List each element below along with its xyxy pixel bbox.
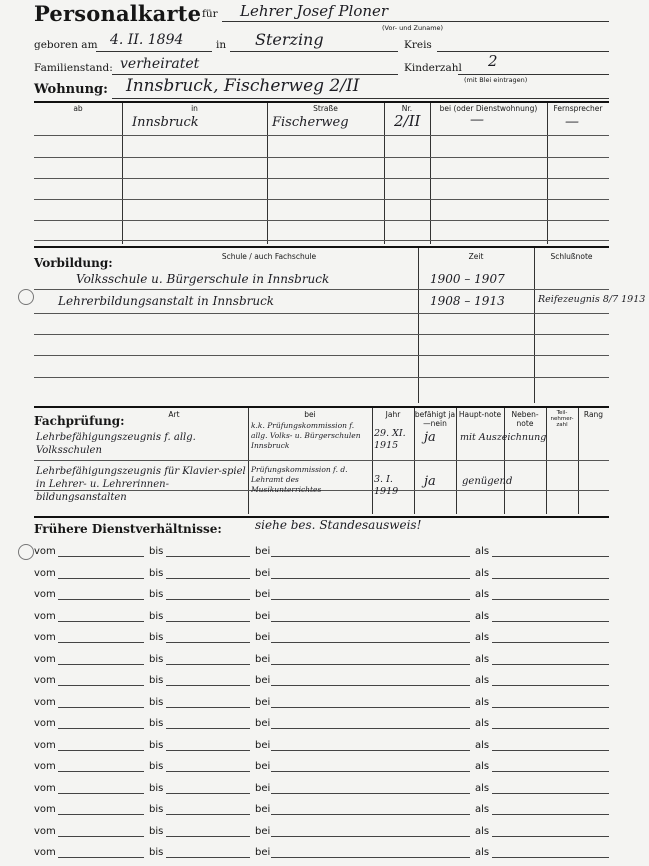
- dienst-als-label: als: [475, 697, 490, 708]
- dienst-als-label: als: [475, 611, 490, 622]
- dienst-als-line: [492, 664, 609, 665]
- dienst-vom-line: [58, 664, 144, 665]
- address-label: Wohnung:: [34, 82, 108, 97]
- card-title: Personalkarte: [34, 1, 202, 26]
- col-bei: bei (oder Dienstwohnung): [439, 104, 538, 113]
- dienst-als-line: [492, 599, 609, 600]
- dienst-bis-label: bis: [149, 783, 164, 794]
- dienst-bei-line: [271, 664, 470, 665]
- dienst-bei-label: bei: [255, 804, 271, 815]
- dienst-vom-label: vom: [34, 568, 56, 579]
- fp-ja-1: ja: [424, 430, 436, 445]
- wohnung-strasse: Fischerweg: [272, 115, 349, 130]
- col-in: in: [191, 104, 198, 113]
- dienst-vom-line: [58, 771, 144, 772]
- dienst-bis-label: bis: [149, 675, 164, 686]
- wohnung-in: Innsbruck: [132, 115, 199, 130]
- dienst-bis-line: [166, 728, 250, 729]
- dienst-bis-label: bis: [149, 826, 164, 837]
- dienst-bei-label: bei: [255, 675, 271, 686]
- dienst-bis-line: [166, 578, 250, 579]
- col-nr: Nr.: [401, 104, 413, 113]
- dienst-vom-label: vom: [34, 804, 56, 815]
- vorbildung-schule-1: Volksschule u. Bürgerschule in Innsbruck: [76, 272, 330, 286]
- dienst-als-label: als: [475, 546, 490, 557]
- dienst-als-line: [492, 750, 609, 751]
- dienst-bei-label: bei: [255, 589, 271, 600]
- fp-jahr-2: 3. I. 1919: [374, 474, 399, 497]
- dienst-bei-line: [271, 750, 470, 751]
- dienst-als-label: als: [475, 654, 490, 665]
- dienst-vom-label: vom: [34, 546, 56, 557]
- dienst-bis-label: bis: [149, 568, 164, 579]
- vorbildung-zeit-1: 1900 – 1907: [430, 272, 505, 286]
- dienst-bis-label: bis: [149, 804, 164, 815]
- dienst-als-line: [492, 793, 609, 794]
- dienst-bis-label: bis: [149, 740, 164, 751]
- dienst-vom-line: [58, 836, 144, 837]
- dienst-als-line: [492, 707, 609, 708]
- fuer-label: für: [202, 8, 218, 20]
- fp-haupt-1: mit Auszeichnung: [460, 432, 547, 443]
- dienst-vom-label: vom: [34, 826, 56, 837]
- fp-haupt-2: genügend: [462, 476, 513, 487]
- dienst-bei-line: [271, 771, 470, 772]
- col-fp-bei: bei: [304, 410, 316, 419]
- dienst-bis-label: bis: [149, 847, 164, 858]
- dienst-vom-line: [58, 857, 144, 858]
- dienst-bei-line: [271, 707, 470, 708]
- dienst-als-label: als: [475, 568, 490, 579]
- family-value: verheiratet: [120, 56, 200, 72]
- dienst-bei-label: bei: [255, 847, 271, 858]
- dienst-als-label: als: [475, 804, 490, 815]
- dienst-bis-line: [166, 621, 250, 622]
- vorbildung-note-2: Reifezeugnis 8/7 1913: [538, 294, 646, 305]
- wohnung-fernsprecher: —: [565, 114, 579, 130]
- col-jahr: Jahr: [385, 410, 401, 419]
- punch-hole-2: [18, 544, 34, 560]
- in-label: in: [216, 39, 227, 51]
- col-schule: Schule / auch Fachschule: [221, 252, 317, 261]
- dienst-bis-line: [166, 599, 250, 600]
- dienst-vom-line: [58, 621, 144, 622]
- children-label: Kinderzahl: [404, 62, 462, 74]
- dienst-bis-line: [166, 793, 250, 794]
- dienst-als-label: als: [475, 632, 490, 643]
- dienst-vom-label: vom: [34, 675, 56, 686]
- vorbildung-label: Vorbildung:: [34, 256, 113, 270]
- fp-bei-1: k.k. Prüfungskommission f. allg. Volks- u. Bürgerschulen Innsbruck: [251, 421, 361, 450]
- dienst-vom-label: vom: [34, 740, 56, 751]
- dienst-als-label: als: [475, 847, 490, 858]
- dienst-bei-label: bei: [255, 632, 271, 643]
- dienst-vom-label: vom: [34, 632, 56, 643]
- dienst-vom-line: [58, 599, 144, 600]
- dienst-bis-line: [166, 857, 250, 858]
- dienst-als-line: [492, 685, 609, 686]
- dienst-vom-line: [58, 728, 144, 729]
- dienst-bei-label: bei: [255, 783, 271, 794]
- dienst-als-line: [492, 621, 609, 622]
- col-fernsprecher: Fernsprecher: [553, 104, 603, 113]
- dienst-vom-label: vom: [34, 611, 56, 622]
- fp-ja-2: ja: [424, 474, 436, 489]
- dienst-bis-line: [166, 707, 250, 708]
- children-value: 2: [488, 52, 498, 70]
- col-art: Art: [168, 410, 180, 419]
- dienst-bei-line: [271, 621, 470, 622]
- col-hauptnote: Haupt-note: [458, 410, 502, 419]
- dienst-bei-label: bei: [255, 826, 271, 837]
- dienst-bis-line: [166, 685, 250, 686]
- dienst-bis-label: bis: [149, 654, 164, 665]
- dienst-vom-line: [58, 578, 144, 579]
- dienst-bei-label: bei: [255, 740, 271, 751]
- dienst-als-label: als: [475, 589, 490, 600]
- in-value: Sterzing: [255, 30, 324, 49]
- children-hint: (mit Blei eintragen): [464, 76, 528, 84]
- dienst-bis-line: [166, 836, 250, 837]
- dienst-vom-label: vom: [34, 761, 56, 772]
- dienst-bis-label: bis: [149, 632, 164, 643]
- dienst-bei-line: [271, 556, 470, 557]
- dienst-bei-line: [271, 685, 470, 686]
- dienst-als-line: [492, 556, 609, 557]
- col-zeit: Zeit: [468, 252, 484, 261]
- dienst-bis-line: [166, 642, 250, 643]
- dienst-als-line: [492, 642, 609, 643]
- col-teilnehmer: Teil-nehmer-zahl: [550, 410, 574, 428]
- dienst-als-line: [492, 771, 609, 772]
- vorbildung-schule-2: Lehrerbildungsanstalt in Innsbruck: [58, 294, 275, 308]
- col-rang: Rang: [583, 410, 604, 419]
- dienst-bei-label: bei: [255, 654, 271, 665]
- col-strasse: Straße: [313, 104, 338, 113]
- dienst-als-line: [492, 836, 609, 837]
- family-label: Familienstand:: [34, 62, 113, 74]
- dienst-bis-line: [166, 556, 250, 557]
- dienst-als-line: [492, 578, 609, 579]
- dienst-bei-line: [271, 836, 470, 837]
- dienst-vom-line: [58, 750, 144, 751]
- dienst-vom-line: [58, 793, 144, 794]
- name-value: Lehrer Josef Ploner: [240, 2, 389, 20]
- fp-jahr-1: 29. XI. 1915: [374, 428, 406, 451]
- dienst-bis-label: bis: [149, 761, 164, 772]
- dienst-als-label: als: [475, 826, 490, 837]
- vorbildung-zeit-2: 1908 – 1913: [430, 294, 505, 308]
- name-hint: (Vor- und Zuname): [382, 24, 444, 32]
- col-nebennote: Neben-note: [511, 410, 539, 428]
- dienst-bis-line: [166, 771, 250, 772]
- dienst-bis-line: [166, 750, 250, 751]
- col-ab: ab: [73, 104, 83, 113]
- col-befaehigt: befähigt ja—nein: [414, 410, 456, 428]
- punch-hole-1: [18, 289, 34, 305]
- dienst-bis-line: [166, 664, 250, 665]
- dienst-vom-label: vom: [34, 783, 56, 794]
- born-label: geboren am: [34, 39, 98, 51]
- dienst-vom-line: [58, 685, 144, 686]
- fp-bei-2: Prüfungskommission f. d. Lehramt des Musikunterrichtes: [251, 465, 348, 494]
- dienst-bis-label: bis: [149, 697, 164, 708]
- dienst-bis-label: bis: [149, 589, 164, 600]
- dienst-bei-line: [271, 728, 470, 729]
- dienst-bei-label: bei: [255, 761, 271, 772]
- born-value: 4. II. 1894: [110, 32, 184, 48]
- dienst-vom-line: [58, 707, 144, 708]
- dienst-als-label: als: [475, 718, 490, 729]
- dienst-bei-line: [271, 642, 470, 643]
- dienst-label: Frühere Dienstverhältnisse:: [34, 522, 222, 536]
- dienst-bei-line: [271, 857, 470, 858]
- dienst-als-line: [492, 857, 609, 858]
- dienst-bei-label: bei: [255, 611, 271, 622]
- dienst-bei-label: bei: [255, 718, 271, 729]
- dienst-vom-line: [58, 556, 144, 557]
- dienst-als-label: als: [475, 740, 490, 751]
- dienst-vom-label: vom: [34, 697, 56, 708]
- dienst-als-line: [492, 814, 609, 815]
- dienst-als-label: als: [475, 761, 490, 772]
- dienst-vom-label: vom: [34, 654, 56, 665]
- dienst-bei-label: bei: [255, 697, 271, 708]
- fp-art-1: Lehrbefähigungszeugnis f. allg. Volksschulen: [36, 432, 196, 456]
- dienst-bei-label: bei: [255, 568, 271, 579]
- dienst-vom-label: vom: [34, 718, 56, 729]
- wohnung-bei: —: [470, 112, 484, 128]
- col-schlussnote: Schlußnote: [550, 252, 593, 261]
- dienst-vom-line: [58, 814, 144, 815]
- wohnung-nr: 2/II: [394, 112, 421, 130]
- dienst-vom-label: vom: [34, 847, 56, 858]
- dienst-bis-label: bis: [149, 718, 164, 729]
- dienst-bis-label: bis: [149, 611, 164, 622]
- dienst-bis-label: bis: [149, 546, 164, 557]
- dienst-als-label: als: [475, 783, 490, 794]
- dienst-bei-line: [271, 793, 470, 794]
- dienst-vom-line: [58, 642, 144, 643]
- kreis-label: Kreis: [404, 39, 432, 51]
- dienst-bei-line: [271, 814, 470, 815]
- dienst-note: siehe bes. Standesausweis!: [255, 518, 422, 532]
- fachpruefung-label: Fachprüfung:: [34, 414, 125, 428]
- dienst-bei-line: [271, 578, 470, 579]
- dienst-bei-label: bei: [255, 546, 271, 557]
- fp-art-2: Lehrbefähigungszeugnis für Klavier-spiel in Lehrer- u. Lehrerinnen-bildungsanstalten: [36, 466, 246, 503]
- dienst-als-line: [492, 728, 609, 729]
- dienst-bis-line: [166, 814, 250, 815]
- dienst-vom-label: vom: [34, 589, 56, 600]
- dienst-bei-line: [271, 599, 470, 600]
- address-value: Innsbruck, Fischerweg 2/II: [126, 76, 360, 96]
- dienst-als-label: als: [475, 675, 490, 686]
